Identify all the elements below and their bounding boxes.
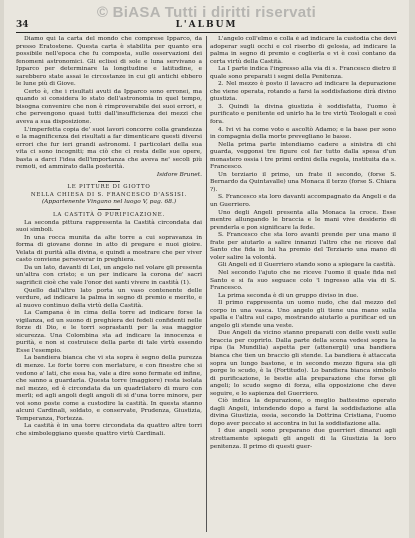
paragraph: La castità è in una torre circondata da quattro altre torri che simboleggiano queste quattro virtù Cardinali.	[16, 423, 202, 437]
paragraph: Da un lato, davanti di Lei, un angelo nel volare gli presenta un'altra con cristo; e un per indicare la corona de' sacri sagrificii cioè che vale l'onor dei santi vivere in castità (1).	[16, 264, 202, 286]
paragraph: I due angeli sono preparano due guerrieri dinanzi agli strettamente spiegati gli angeli di la Giustizia la loro penitenza. Il primo di questi guer-	[210, 428, 396, 450]
paragraph: Un terziario il primo, un frate il secondo, (forse S. Bernardo da Quintavalle) una Monaca il terzo (forse S. Chiara ?).	[210, 171, 396, 193]
left-column	[16, 36, 202, 534]
paragraph: S. Francesco sta loro davanti accompagnato da Angeli e da un Guerriero.	[210, 194, 396, 209]
paragraph: Uno degli Angeli presenta alla Monaca la croce. Esse mentre allungando le braccia e le mani vive desiderio di prenderla e pon significare la fede.	[210, 209, 396, 231]
page-number: 34	[16, 20, 29, 30]
divider	[98, 181, 120, 182]
paragraph: S. Francesco che sta loro avanti prende per una mano il frate per aiutarlo a salire innanzi l'altro che ne riceve dal Santo che fida in lui ha premio del Terziario una mano di voler salire la volontà.	[210, 232, 396, 261]
paragraph: Nella prima parte intendiamo cadere a sinistra di chi guarda, veggonsi tre figure col far tutto dalla spesa d'un monastero ossia i tre primi ordini della regola, instituita da s. Francesco.	[210, 141, 396, 171]
section-title: LA CASTITÀ O PURIFICAZIONE.	[52, 212, 166, 219]
paragraph: Diamo qui la carta del mondo che comprese Ipparco, da presso Eratostene. Questa carta è stabilita per quanto era possibile nell'epoca che fu composta, sulle osservazioni dei fenomeni astronomici. Gli eclissi di sole e luna servivano a Ipparco per determinare la longitudine e latitudine, e sarebbero state assai le circostanze in cui gli antichi ebbero le lune più di Giove.	[16, 36, 202, 88]
paragraph: La bandiera bianca che vi sta sopra è segno della purezza di menze. Le forte torre con merlature, e con finestre che si vedono a' lati, che essa ha, vale a dire sono fermate ed infine, che sanno a guardarla. Questa torre (maggiore) resta isolata nel mezzo, ed è circondata da un quadrilatero di muro con merli; ed agli angoli degli angoli di si d'una torre minore, per voi sono poste come a custodire la castità. In questa stanno alcuni Cardinali, soldato, e conservate, Prudenza, Giustizia, Temperanza, Fortezza.	[16, 355, 202, 422]
article-heading: LE PITTURE DI GIOTTO	[67, 184, 151, 191]
paragraph: L'angelo coll'elmo e colla è ad indicare la custodia che devi adoperar sugli occhi e col riserbo di gelosia, ad indicare la palma in segno di premio e coglierla e vi è così contano da certa virtù della Castità.	[210, 36, 396, 65]
page-title: L'ALBUM	[175, 20, 238, 30]
paragraph: In una rocca munita da alte torre a cui sopravanza in forma di giovane donne in atto di pregare e nuoi gioire. Velata di purità alla divina, e quindi a mostrare che per viver casto conviene perseverar in preghiera.	[16, 234, 202, 264]
divider	[98, 209, 120, 210]
paragraph: Il primo rappresenta un uomo nudo, che dal mezzo del corpo in una vasca. Uno angelo gli tiene una mano sulla spalla e l'altra sul capo, mostrando aiutarlo a purificar ed un angelo gli stende una veste.	[210, 300, 396, 329]
paragraph: La Campana è in cima della torre ad indicare forse la vigilanza, ed un suono di preghiera dei fedeli confidenti nelle forze di Dio, e le torri soprastanti per la sua maggior sicurezza. Una Colombina sta ad indicare la innocenza e purità, e non si costruisce della parte di tale virtù essendo Esse l'esempio.	[16, 310, 202, 354]
paragraph: La seconda pittura rappresenta la Castità circondata dai suoi simboli.	[16, 219, 202, 234]
article-subheading: NELLA CHIESA DI S. FRANCESCO D'ASSISI.	[30, 191, 188, 198]
paragraph: L'imperfetta copia de' suoi lavori concorre colla grandezza e la magnificenza dei risultati a far dimenticare questi diversi errori che fur ieri grandi astronomi. I particolari della sua vita ci sono incogniti; ma ciò che ci resta delle sue opere, basta a darci l'idea dell'importanza che aveva ne' secoli più remoti, ed ammirato dalla posterità.	[16, 126, 202, 171]
paragraph: Due Angeli da vicino stanno preparati con delle vesti sulle braccia per coprirlo. Dalla parte della scena vedesi sopra la ripa (la Mundilia) aspetta per (attenergli) una bandiera bianca che tien un braccio gli stende. La bandiera è attaccata sopra un lungo bastone, e in secondo mezzo figura sia gli porge lo scudo, è la (Fortitudo). Lo bandiera bianca simbolo di purificazione, le bestie alla preparazione che forse gli angeli; lo scudo segno di forza, ella opposizione che deve seguire, e lo sapienza del Guerriero.	[210, 330, 396, 397]
paragraph: La I parte indica l'ingresso alla via di s. Francesco dietro il quale sono preparati i segni della Penitenza.	[210, 66, 396, 80]
column-divider	[206, 36, 207, 532]
paragraph: 4. Ivi vi ha come voto e ascoltò Adamo; e la base per sono in compagnia della morte prevegliano le basse.	[210, 126, 396, 141]
paragraph: 2. Nel mezzo è posto il lavacro ad indicare la depurazione che viene operata, rotando a farsi la soddisfazione dirà divino giustizia.	[210, 81, 396, 103]
article-reference: (Appartenente Vingano nel luogo V, pag. 68.)	[41, 199, 177, 206]
right-column	[210, 36, 396, 534]
paragraph: Certo è, che i risultati avuti da Ipparco sono erronei, ma quando si considera lo stato dell'astronomia in quel tempo, bisogna convenire che non è rimproverabile dei suoi errori, e che pervengono quasi tutti dall'insufficienza dei mezzi che aveva a sua disposizione.	[16, 88, 202, 126]
paragraph: La prima seconda è di un gruppo diviso in due.	[218, 292, 359, 299]
paragraph: 3. Quindi la divina giustizia è soddisfatta, l'uomo è purificato e penitente ed unirlo ha le tre virtù Teologali e così fora.	[210, 103, 396, 126]
newspaper-page	[4, 0, 409, 538]
paragraph: Quello dall'altro lato porta un vaso contenente delle verdure, ad indicare la palma in segno di premio e merito, e al nuovo continuo della virtù della Castità.	[16, 287, 202, 309]
paragraph: Gli Angeli ed il Guerriero stando sono a spiegare la castità.	[218, 262, 396, 269]
signature: Isidore Brunet.	[156, 171, 202, 178]
paragraph: Ciò indica la depurazione, o meglio battesimo operato dagli Angeli, intendendo dopo a farsi la soddisfazione alla divina Giustizia, ossia, secondo la Dottrina Cristiana, l'uomo dopo aver peccato si accontra in lui la soddisfazione alla.	[210, 398, 396, 427]
paragraph: Nel secondo l'ajuto che ne riceve l'uomo il quale fida nel Santo e si fa suo seguace colo 'l ingresso alla via di S. Francesco.	[210, 269, 396, 292]
page-header	[16, 20, 397, 33]
watermark: © BiASA Tutti i diritti riservati	[96, 4, 317, 21]
